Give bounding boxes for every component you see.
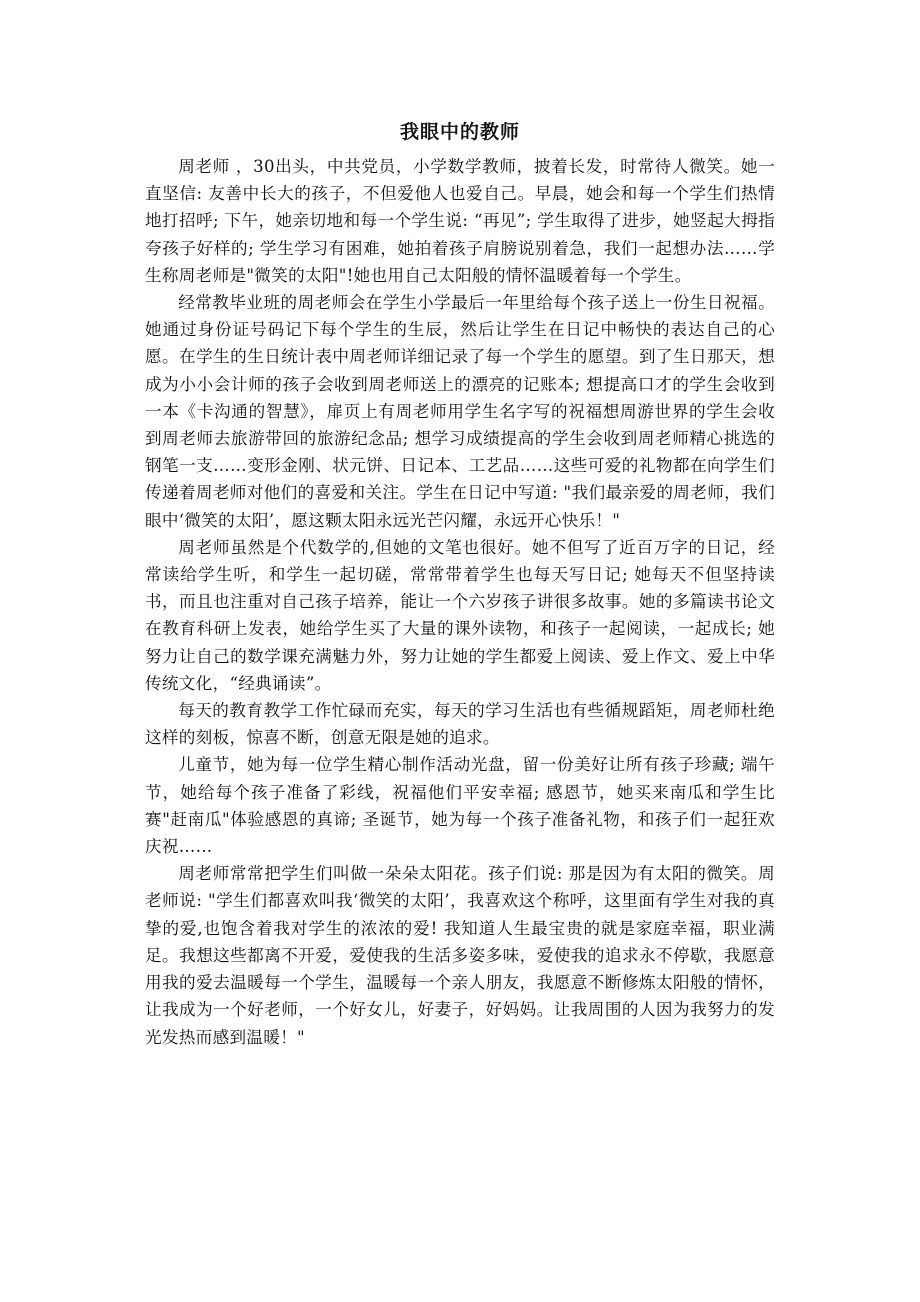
paragraph-3: 周老师虽然是个代数学的,但她的文笔也很好。她不但写了近百万字的日记，经常读给学生听，和学生一起切磋，常常带着学生也每天写日记; 她每天不但坚持读书，而且也注重对自己孩子培养，能让一个六岁孩子讲很多故事。她的多篇读书论文在教育科研上发表，她给学生买了大量的课外读物，和孩子一起阅读，一起成长; 她努力让自己的数学课充满魅力外，努力让她的学生都爱上阅读、爱上作文、爱上中华传统文化，“经典诵读”。 [145, 537, 775, 693]
paragraph-4: 每天的教育教学工作忙碌而充实，每天的学习生活也有些循规蹈矩，周老师杜绝这样的刻板，惊喜不断，创意无限是她的追求。 [145, 701, 775, 748]
document-page [145, 118, 775, 1051]
document-title: 我眼中的教师 [399, 121, 520, 143]
paragraph-5: 儿童节，她为每一位学生精心制作活动光盘，留一份美好让所有孩子珍藏; 端午节，她给每个孩子准备了彩线，祝福他们平安幸福; 感恩节，她买来南瓜和学生比赛"赶南瓜"体验感恩的真谛; 圣诞节，她为每一个孩子准备礼物，和孩子们一起狂欢庆祝…… [145, 755, 775, 857]
paragraph-2: 经常教毕业班的周老师会在学生小学最后一年里给每个孩子送上一份生日祝福。她通过身份证号码记下每个学生的生辰，然后让学生在日记中畅快的表达自己的心愿。在学生的生日统计表中周老师详细记录了每一个学生的愿望。到了生日那天，想成为小小会计师的孩子会收到周老师送上的漂亮的记账本; 想提高口才的学生会收到一本《卡沟通的智慧》，扉页上有周老师用学生名字写的祝福想周游世界的学生会收到周老师去旅游带回的旅游纪念品; 想学习成绩提高的学生会收到周老师精心挑选的钢笔一支……变形金刚、状元饼、日记本、工艺品……这些可爱的礼物都在向学生们传递着周老师对他们的喜爱和关注。学生在日记中写道: "我们最亲爱的周老师，我们眼中‘微笑的太阳’，愿这颗太阳永远光芒闪耀，永远开心快乐！" [145, 293, 775, 530]
paragraph-6: 周老师常常把学生们叫做一朵朵太阳花。孩子们说: 那是因为有太阳的微笑。周老师说: "学生们都喜欢叫我‘微笑的太阳’，我喜欢这个称呼，这里面有学生对我的真挚的爱,也饱含着我对学生的浓浓的爱! 我知道人生最宝贵的就是家庭幸福，职业满足。我想这些都离不开爱，爱使我的生活多姿多味，爱使我的追求永不停歇，我愿意用我的爱去温暖每一个学生，温暖每一个亲人朋友，我愿意不断修炼太阳般的情怀，让我成为一个好老师，一个好女儿，好妻子，好妈妈。让我周围的人因为我努力的发光发热而感到温暖！" [145, 864, 775, 1047]
paragraph-1: 周老师 ，30出头，中共党员，小学数学教师，披着长发，时常待人微笑。她一直坚信: 友善中长大的孩子，不但爱他人也爱自己。早晨，她会和每一个学生们热情地打招呼; 下午，她亲切地和每一个学生说: “再见”; 学生取得了进步，她竖起大拇指夸孩子好样的; 学生学习有困难，她拍着孩子肩膀说别着急，我们一起想办法……学生称周老师是"微笑的太阳"!她也用自己太阳般的情怀温暖着每一个学生。 [145, 157, 775, 285]
